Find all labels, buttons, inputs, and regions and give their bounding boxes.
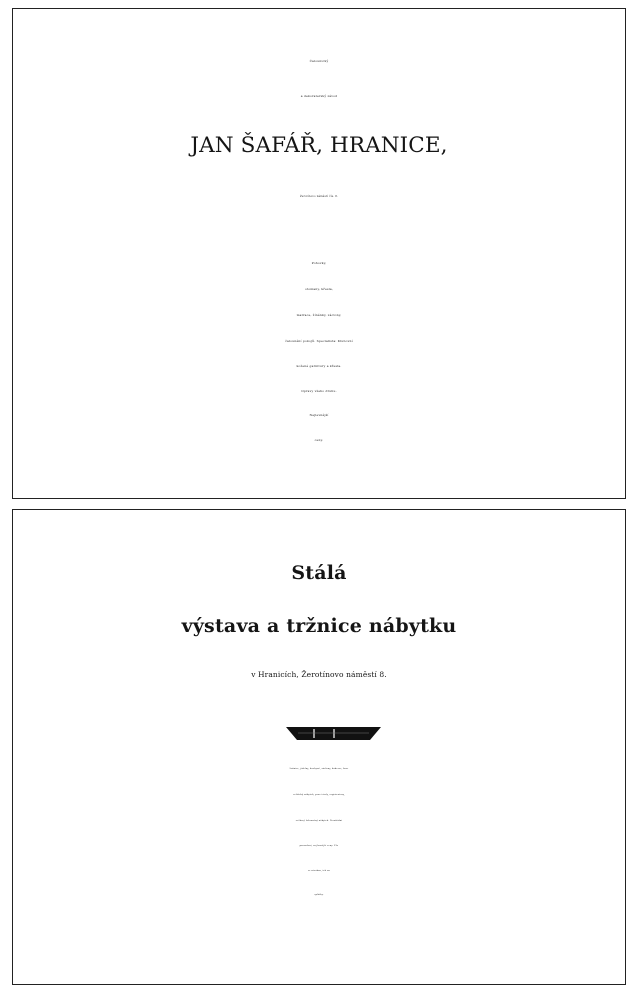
- exhibition-heading-line-2: výstava a tržnice nábytku: [181, 615, 457, 637]
- exhibition-heading-line-1: Stálá: [291, 562, 347, 584]
- furniture-exhibition-advertisement: [12, 509, 626, 985]
- exhibition-body-line-1: Ložnice, jídelny, kuchyně, záclony, koberce, kan-: [289, 768, 349, 770]
- exhibition-body-line-6: splátky.: [314, 894, 324, 896]
- business-name: JAN ŠAFÁŘ, HRANICE,: [190, 133, 448, 158]
- ad-body-line-2: otomany, křesla,: [304, 287, 334, 291]
- ad-body-line-4: čalounění pokojů. Specialista: Klubovní: [285, 339, 353, 343]
- ad-body-line-6: Opravy všeho druhu.: [301, 389, 337, 393]
- ad-intro-line-2: a dekoraterský závod: [300, 94, 338, 98]
- ad-body-line-5: kožené garnitury a křesla.: [296, 364, 342, 368]
- ad-body-line-3: matrace, žíněnky, záclony,: [296, 313, 342, 317]
- exhibition-body-line-2: celářský nábytek, psací stoly, registratury,: [293, 794, 345, 796]
- ornament-divider-icon: [286, 721, 381, 745]
- ad-body-line-1: Pohovky,: [311, 261, 327, 265]
- ad-intro-line-1: Čalounický: [309, 59, 329, 63]
- exhibition-body-line-5: se zárukou, též na: [307, 870, 331, 872]
- ad-body-line-7: Nejlevnější: [309, 413, 329, 417]
- exhibition-body-line-4: provedení, nejlevnější ceny. Vše: [299, 845, 339, 847]
- upholstery-advertisement: [12, 8, 626, 499]
- exhibition-body-line-3: veškerý čalouněný nábytek. Prvotřídní: [295, 820, 343, 822]
- ad-body-line-8: ceny.: [314, 438, 324, 442]
- exhibition-address: v Hranicích, Žerotínovo náměstí 8.: [251, 670, 387, 679]
- business-address: Žerotínovo náměstí čís. 8.: [299, 195, 339, 198]
